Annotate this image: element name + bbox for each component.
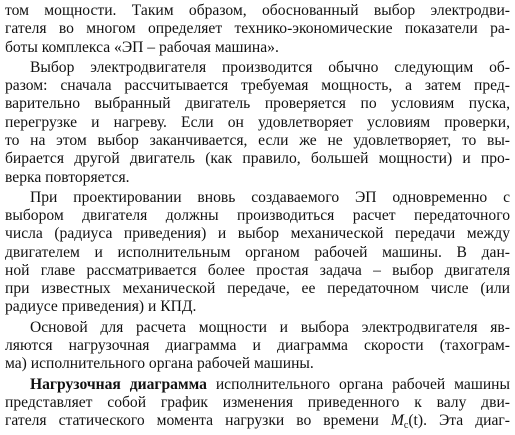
text-line: ма) исполнительного органа рабочей машины. [5, 355, 314, 373]
text-line: числа (радиуса приведения) и выбор механической передачи между [5, 225, 510, 243]
text-line: радиусе приведения) и КПД. [5, 298, 197, 316]
text-run: . Эта диаг- [423, 412, 510, 429]
text-line: бирается другой двигатель (как правило, большей мощности) и про- [5, 150, 510, 168]
text-line [30, 376, 510, 394]
text-line: то на этом выбор заканчивается, если же не удовлетворяет, то вы- [5, 131, 510, 149]
text-line: перегрузке и нагреву. Если он удовлетворяет условиям проверки, [5, 113, 510, 131]
text-line: при известных механической передаче, ее передаточном числе (или [5, 280, 510, 298]
text-line [5, 412, 510, 430]
text-line: варительно выбранный двигатель проверяется по условиям пуска, [5, 95, 510, 113]
text-line: Выбор электродвигателя производится обычно следующим об- [30, 58, 510, 76]
text-line: выбором двигателя должны производиться расчет передаточного [5, 207, 510, 224]
text-line: Основой для расчета мощности и выбора электродвигателя яв- [30, 318, 510, 336]
text-line: разом: сначала рассчитывается требуемая мощность, а затем пред- [5, 77, 510, 95]
text-line: боты комплекса «ЭП – рабочая машина». [5, 38, 279, 56]
formula-symbol: M [390, 412, 404, 429]
text-run: исполнительного органа рабочей машины [206, 375, 510, 393]
text-line: гателя во многом определяет технико-экономические показатели ра- [5, 20, 510, 38]
text-run: гателя статического момента нагрузки во времени [5, 412, 379, 429]
text-line: двигателем и исполнительным органом рабочей машины. В дан- [5, 243, 510, 261]
text-line: ляются нагрузочная диаграмма и диаграмма скорости (тахограм- [5, 336, 510, 354]
formula-subscript: с [403, 420, 409, 431]
formula-argument: (t) [408, 412, 424, 429]
bold-term: Нагрузочная диаграмма [30, 375, 207, 393]
text-line: том мощности. Таким образом, обоснованный выбор электродви- [5, 2, 510, 19]
text-line: При проектировании вновь создаваемого ЭП одновременно с [30, 188, 510, 206]
text-line: ной главе рассматривается более простая задача – выбор двигателя [5, 261, 510, 279]
text-line: представляет собой график изменения приведенного к валу дви- [5, 393, 510, 411]
text-line: верка повторяется. [5, 168, 130, 186]
